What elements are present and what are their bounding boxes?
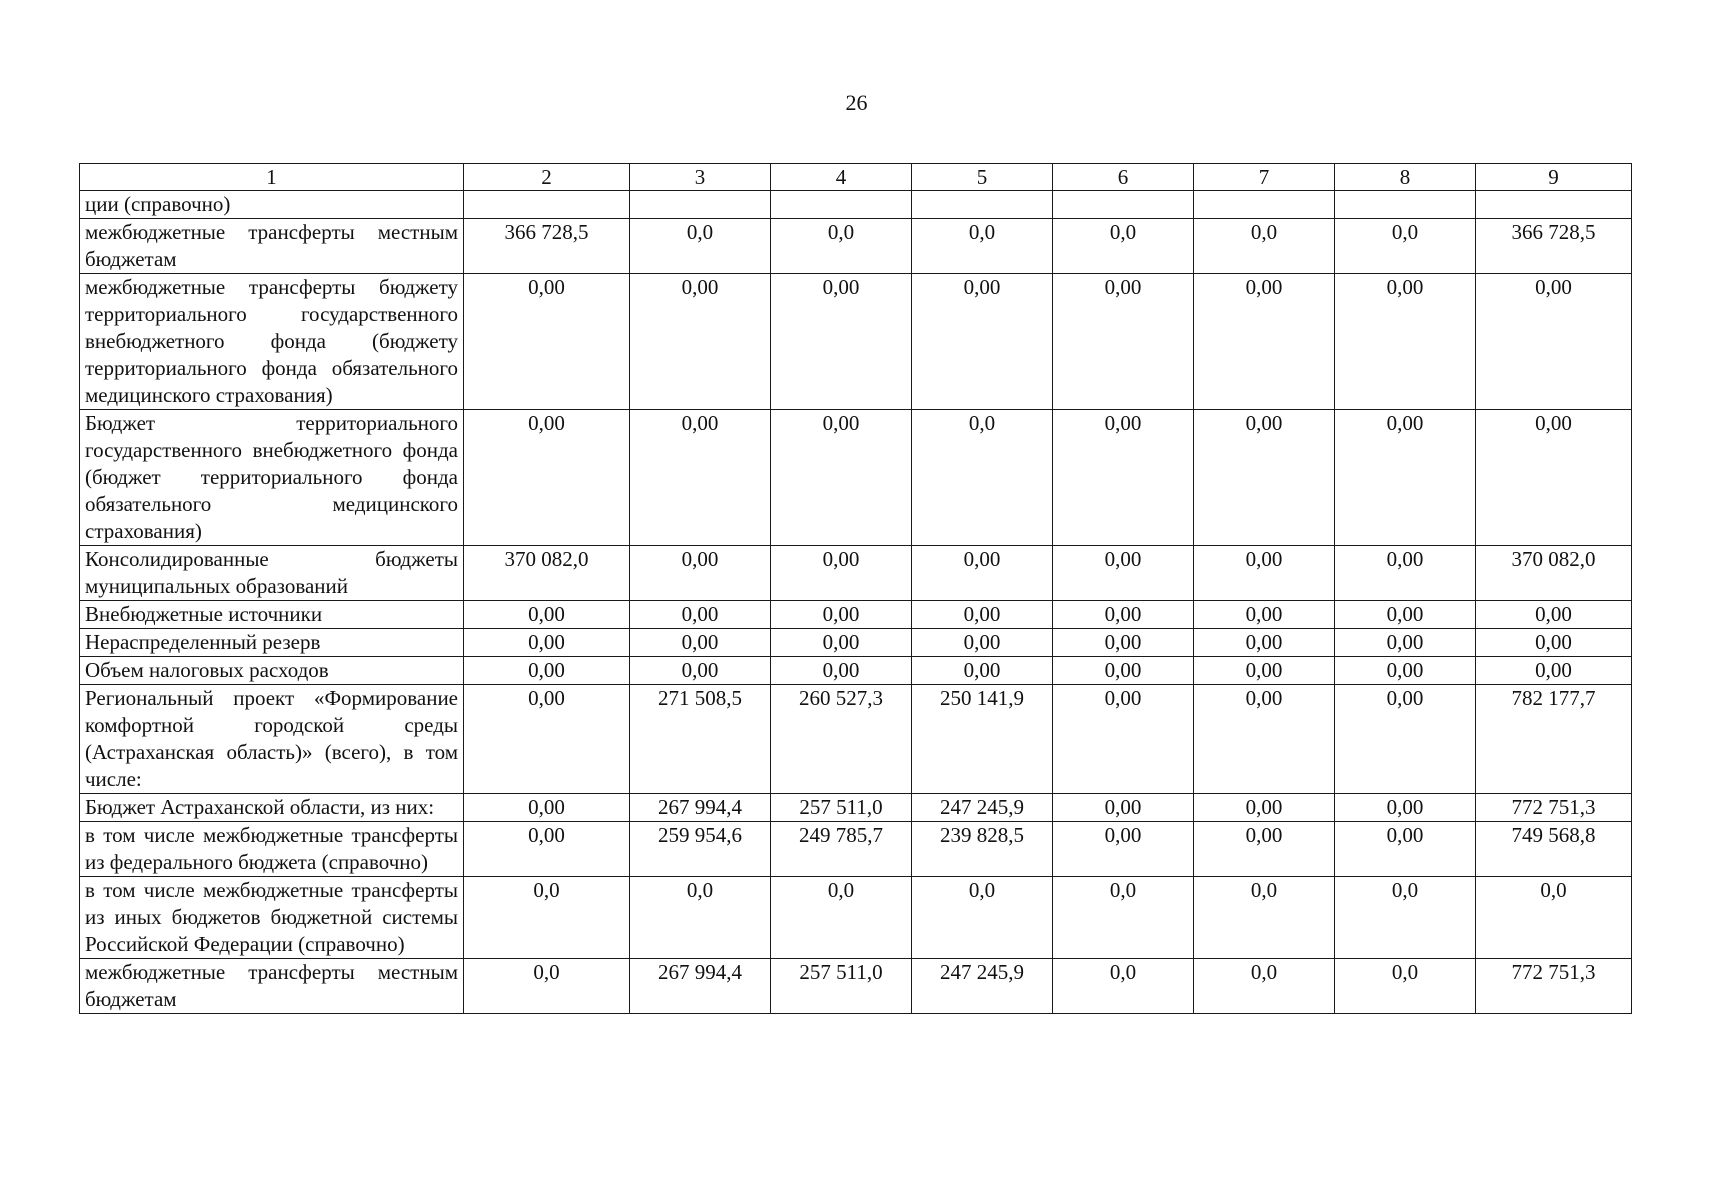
table-row: [80, 601, 1632, 629]
value-cell: [771, 191, 912, 219]
value-cell: 267 994,4: [630, 959, 771, 1014]
value-cell: 772 751,3: [1476, 794, 1632, 822]
value-cell: 0,00: [630, 629, 771, 657]
value-cell: 0,0: [1335, 877, 1476, 959]
value-cell: 0,00: [1476, 629, 1632, 657]
value-cell: 0,00: [1053, 822, 1194, 877]
value-cell: 0,00: [1194, 410, 1335, 546]
value-cell: 0,00: [630, 410, 771, 546]
value-cell: 0,0: [912, 410, 1053, 546]
table-row: [80, 274, 1632, 410]
value-cell: 0,00: [464, 274, 630, 410]
table-row: [80, 629, 1632, 657]
column-header: 3: [630, 164, 771, 191]
table-row: [80, 191, 1632, 219]
table-row: [80, 959, 1632, 1014]
value-cell: 0,00: [771, 410, 912, 546]
value-cell: 0,00: [1194, 794, 1335, 822]
value-cell: 0,00: [912, 274, 1053, 410]
value-cell: 0,00: [1053, 410, 1194, 546]
value-cell: 0,0: [1053, 877, 1194, 959]
value-cell: 0,00: [464, 657, 630, 685]
value-cell: 0,0: [1194, 219, 1335, 274]
value-cell: 0,00: [1335, 657, 1476, 685]
value-cell: 0,0: [630, 877, 771, 959]
column-header: 4: [771, 164, 912, 191]
value-cell: 0,00: [1053, 685, 1194, 794]
value-cell: 257 511,0: [771, 794, 912, 822]
value-cell: 0,00: [1335, 629, 1476, 657]
value-cell: 0,00: [912, 601, 1053, 629]
table-row: [80, 877, 1632, 959]
value-cell: 0,0: [630, 219, 771, 274]
value-cell: 247 245,9: [912, 794, 1053, 822]
value-cell: [630, 191, 771, 219]
value-cell: 0,00: [464, 410, 630, 546]
value-cell: 370 082,0: [464, 546, 630, 601]
row-label: межбюджетные трансферты местным бюджетам: [80, 219, 464, 274]
row-label: Бюджет Астраханской области, из них:: [80, 794, 464, 822]
value-cell: [464, 191, 630, 219]
value-cell: 0,0: [1335, 959, 1476, 1014]
row-label: межбюджетные трансферты бюджету территориального государственного внебюджетного фонда (бюджету территориального фонда обязательного медицинского страхования): [80, 274, 464, 410]
value-cell: 0,00: [1335, 685, 1476, 794]
value-cell: [1335, 191, 1476, 219]
budget-table: [79, 163, 1632, 1014]
value-cell: 0,00: [1194, 822, 1335, 877]
table-body: [80, 191, 1632, 1014]
column-header: 8: [1335, 164, 1476, 191]
column-header: 1: [80, 164, 464, 191]
value-cell: 260 527,3: [771, 685, 912, 794]
table-row: [80, 685, 1632, 794]
value-cell: 0,00: [771, 601, 912, 629]
value-cell: 0,00: [1053, 657, 1194, 685]
value-cell: 0,00: [1335, 601, 1476, 629]
value-cell: 0,0: [1194, 877, 1335, 959]
value-cell: 366 728,5: [464, 219, 630, 274]
value-cell: 0,00: [771, 274, 912, 410]
value-cell: 0,00: [1335, 822, 1476, 877]
row-label: ции (справочно): [80, 191, 464, 219]
row-label: Объем налоговых расходов: [80, 657, 464, 685]
row-label: Бюджет территориального государственного внебюджетного фонда (бюджет территориального фонда обязательного медицинского страхования): [80, 410, 464, 546]
value-cell: [912, 191, 1053, 219]
value-cell: 0,00: [1476, 657, 1632, 685]
row-label: в том числе межбюджетные трансферты из федерального бюджета (справочно): [80, 822, 464, 877]
value-cell: 0,00: [630, 274, 771, 410]
value-cell: 0,00: [912, 657, 1053, 685]
value-cell: 0,00: [1194, 601, 1335, 629]
value-cell: 366 728,5: [1476, 219, 1632, 274]
value-cell: 0,00: [464, 629, 630, 657]
value-cell: 370 082,0: [1476, 546, 1632, 601]
value-cell: 0,0: [912, 877, 1053, 959]
value-cell: 0,0: [1476, 877, 1632, 959]
column-header: 5: [912, 164, 1053, 191]
value-cell: 0,00: [1053, 794, 1194, 822]
value-cell: 247 245,9: [912, 959, 1053, 1014]
value-cell: [1194, 191, 1335, 219]
value-cell: 0,00: [630, 657, 771, 685]
value-cell: 0,00: [912, 629, 1053, 657]
column-header: 6: [1053, 164, 1194, 191]
value-cell: 0,00: [1053, 274, 1194, 410]
value-cell: 0,00: [771, 657, 912, 685]
value-cell: 0,00: [1335, 274, 1476, 410]
value-cell: 0,0: [1335, 219, 1476, 274]
table-row: [80, 794, 1632, 822]
value-cell: 0,00: [1194, 274, 1335, 410]
table-row: [80, 410, 1632, 546]
value-cell: 250 141,9: [912, 685, 1053, 794]
value-cell: 257 511,0: [771, 959, 912, 1014]
value-cell: [1053, 191, 1194, 219]
value-cell: 0,00: [630, 546, 771, 601]
value-cell: 267 994,4: [630, 794, 771, 822]
value-cell: 0,00: [1335, 410, 1476, 546]
value-cell: 0,00: [464, 794, 630, 822]
page-number: 26: [845, 90, 868, 115]
value-cell: 259 954,6: [630, 822, 771, 877]
value-cell: 271 508,5: [630, 685, 771, 794]
column-header: 9: [1476, 164, 1632, 191]
table-row: [80, 546, 1632, 601]
value-cell: 0,00: [464, 685, 630, 794]
value-cell: 0,00: [1194, 546, 1335, 601]
value-cell: 0,00: [464, 601, 630, 629]
row-label: межбюджетные трансферты местным бюджетам: [80, 959, 464, 1014]
table-row: [80, 822, 1632, 877]
row-label: Нераспределенный резерв: [80, 629, 464, 657]
value-cell: 0,00: [771, 546, 912, 601]
value-cell: 0,00: [1194, 629, 1335, 657]
value-cell: 249 785,7: [771, 822, 912, 877]
value-cell: 0,00: [1053, 601, 1194, 629]
value-cell: 0,00: [771, 629, 912, 657]
value-cell: 0,0: [1053, 959, 1194, 1014]
column-header: 7: [1194, 164, 1335, 191]
value-cell: 0,0: [1053, 219, 1194, 274]
value-cell: 749 568,8: [1476, 822, 1632, 877]
row-label: Консолидированные бюджеты муниципальных образований: [80, 546, 464, 601]
value-cell: 0,0: [1194, 959, 1335, 1014]
value-cell: 782 177,7: [1476, 685, 1632, 794]
value-cell: 0,00: [1053, 546, 1194, 601]
value-cell: 0,0: [912, 219, 1053, 274]
row-label: в том числе межбюджетные трансферты из иных бюджетов бюджетной системы Российской Федерации (справочно): [80, 877, 464, 959]
value-cell: 0,00: [464, 822, 630, 877]
table-row: [80, 657, 1632, 685]
value-cell: 772 751,3: [1476, 959, 1632, 1014]
table-row: [80, 219, 1632, 274]
value-cell: 0,00: [912, 546, 1053, 601]
value-cell: [1476, 191, 1632, 219]
column-header: 2: [464, 164, 630, 191]
value-cell: 0,0: [464, 959, 630, 1014]
value-cell: 0,0: [464, 877, 630, 959]
value-cell: 0,00: [1194, 685, 1335, 794]
value-cell: 0,00: [1053, 629, 1194, 657]
value-cell: 0,00: [1335, 794, 1476, 822]
value-cell: 0,00: [1476, 601, 1632, 629]
value-cell: 0,00: [1194, 657, 1335, 685]
value-cell: 0,0: [771, 877, 912, 959]
value-cell: 0,0: [771, 219, 912, 274]
value-cell: 0,00: [1476, 410, 1632, 546]
row-label: Региональный проект «Формирование комфортной городской среды (Астраханская область)» (всего), в том числе:: [80, 685, 464, 794]
value-cell: 0,00: [1476, 274, 1632, 410]
column-number-row: [80, 164, 1632, 191]
value-cell: 0,00: [1335, 546, 1476, 601]
row-label: Внебюджетные источники: [80, 601, 464, 629]
value-cell: 0,00: [630, 601, 771, 629]
value-cell: 239 828,5: [912, 822, 1053, 877]
